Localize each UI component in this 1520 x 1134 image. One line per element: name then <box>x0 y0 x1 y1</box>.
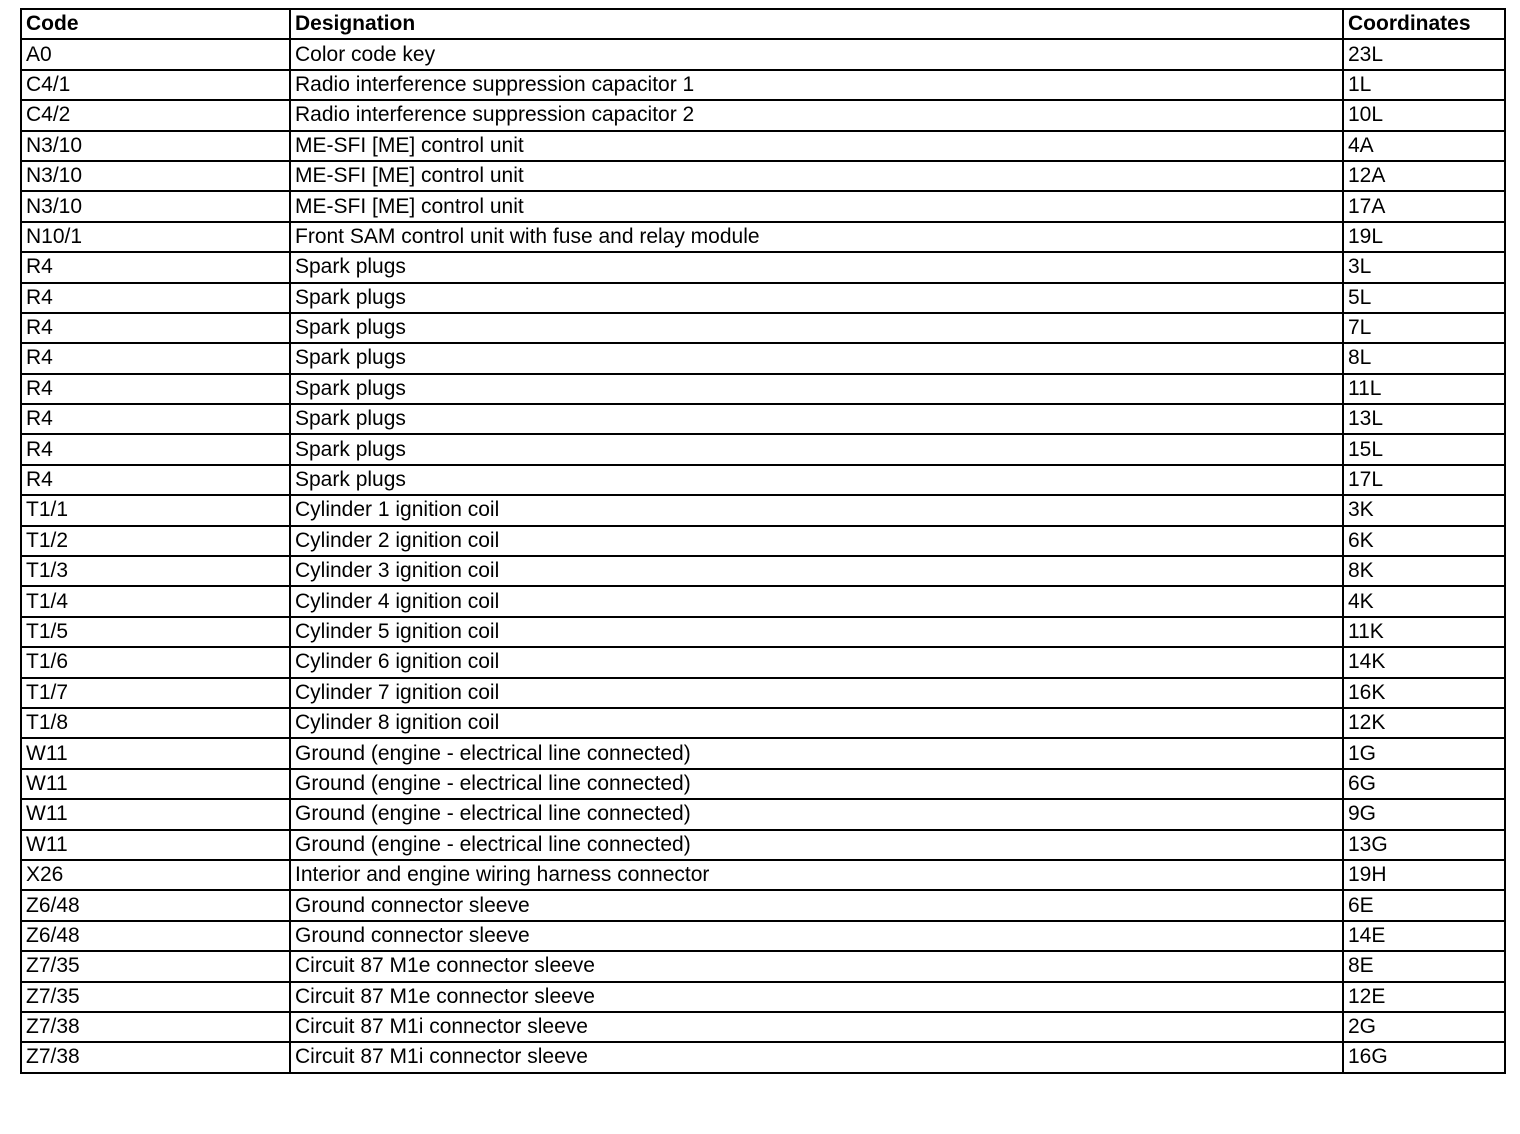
code-cell: N10/1 <box>21 222 290 252</box>
designation-cell: ME-SFI [ME] control unit <box>290 131 1343 161</box>
code-cell: T1/7 <box>21 678 290 708</box>
designation-cell: Interior and engine wiring harness connector <box>290 860 1343 890</box>
table-row <box>21 131 1505 161</box>
table-row <box>21 465 1505 495</box>
coordinates-cell: 8E <box>1343 951 1505 981</box>
coordinates-cell: 19L <box>1343 222 1505 252</box>
code-cell: Z7/38 <box>21 1042 290 1072</box>
designation-cell: Circuit 87 M1i connector sleeve <box>290 1012 1343 1042</box>
table-row <box>21 222 1505 252</box>
designation-cell: Circuit 87 M1e connector sleeve <box>290 951 1343 981</box>
coordinates-cell: 6E <box>1343 890 1505 920</box>
table-row <box>21 374 1505 404</box>
designation-cell: Spark plugs <box>290 465 1343 495</box>
code-cell: A0 <box>21 39 290 69</box>
code-cell: R4 <box>21 434 290 464</box>
table-row <box>21 738 1505 768</box>
code-cell: R4 <box>21 404 290 434</box>
table-row <box>21 799 1505 829</box>
code-cell: N3/10 <box>21 191 290 221</box>
code-cell: C4/2 <box>21 100 290 130</box>
coordinates-cell: 16K <box>1343 678 1505 708</box>
table-row <box>21 161 1505 191</box>
coordinates-cell: 14E <box>1343 921 1505 951</box>
table-row <box>21 70 1505 100</box>
table-row <box>21 526 1505 556</box>
header-coordinates: Coordinates <box>1343 9 1505 39</box>
designation-cell: Ground connector sleeve <box>290 921 1343 951</box>
designation-cell: Cylinder 2 ignition coil <box>290 526 1343 556</box>
coordinates-cell: 23L <box>1343 39 1505 69</box>
coordinates-cell: 13L <box>1343 404 1505 434</box>
coordinates-cell: 8L <box>1343 343 1505 373</box>
header-designation: Designation <box>290 9 1343 39</box>
table-row <box>21 1042 1505 1072</box>
table-row <box>21 556 1505 586</box>
coordinates-cell: 17A <box>1343 191 1505 221</box>
designation-cell: Spark plugs <box>290 374 1343 404</box>
table-row <box>21 283 1505 313</box>
table-row <box>21 982 1505 1012</box>
designation-cell: Cylinder 5 ignition coil <box>290 617 1343 647</box>
table-row <box>21 921 1505 951</box>
header-row <box>21 9 1505 39</box>
coordinates-cell: 12A <box>1343 161 1505 191</box>
table-row <box>21 860 1505 890</box>
code-cell: T1/5 <box>21 617 290 647</box>
designation-cell: ME-SFI [ME] control unit <box>290 191 1343 221</box>
table-row <box>21 404 1505 434</box>
table-row <box>21 830 1505 860</box>
coordinates-cell: 11L <box>1343 374 1505 404</box>
code-cell: T1/1 <box>21 495 290 525</box>
coordinates-cell: 15L <box>1343 434 1505 464</box>
designation-cell: Ground (engine - electrical line connected) <box>290 799 1343 829</box>
table-row <box>21 890 1505 920</box>
designation-cell: Ground (engine - electrical line connected) <box>290 830 1343 860</box>
designation-cell: Ground (engine - electrical line connected) <box>290 738 1343 768</box>
coordinates-cell: 14K <box>1343 647 1505 677</box>
coordinates-cell: 5L <box>1343 283 1505 313</box>
coordinates-cell: 1G <box>1343 738 1505 768</box>
code-cell: W11 <box>21 799 290 829</box>
code-cell: X26 <box>21 860 290 890</box>
table-row <box>21 434 1505 464</box>
table-row <box>21 313 1505 343</box>
designation-cell: Spark plugs <box>290 404 1343 434</box>
code-cell: Z6/48 <box>21 921 290 951</box>
coordinates-cell: 13G <box>1343 830 1505 860</box>
designation-cell: Spark plugs <box>290 343 1343 373</box>
table-row <box>21 495 1505 525</box>
table-row <box>21 617 1505 647</box>
coordinates-cell: 17L <box>1343 465 1505 495</box>
code-cell: T1/4 <box>21 586 290 616</box>
header-code: Code <box>21 9 290 39</box>
coordinates-cell: 3L <box>1343 252 1505 282</box>
coordinates-cell: 10L <box>1343 100 1505 130</box>
table-row <box>21 1012 1505 1042</box>
code-cell: T1/8 <box>21 708 290 738</box>
coordinates-cell: 3K <box>1343 495 1505 525</box>
code-cell: Z6/48 <box>21 890 290 920</box>
code-cell: C4/1 <box>21 70 290 100</box>
code-cell: Z7/35 <box>21 982 290 1012</box>
code-cell: R4 <box>21 283 290 313</box>
designation-cell: Ground (engine - electrical line connected) <box>290 769 1343 799</box>
designation-cell: Spark plugs <box>290 434 1343 464</box>
designation-cell: Cylinder 7 ignition coil <box>290 678 1343 708</box>
code-cell: N3/10 <box>21 131 290 161</box>
designation-cell: Ground connector sleeve <box>290 890 1343 920</box>
coordinates-cell: 19H <box>1343 860 1505 890</box>
code-cell: N3/10 <box>21 161 290 191</box>
table-row <box>21 191 1505 221</box>
table-body <box>21 39 1505 1072</box>
coordinates-cell: 2G <box>1343 1012 1505 1042</box>
coordinates-cell: 12E <box>1343 982 1505 1012</box>
coordinates-cell: 4K <box>1343 586 1505 616</box>
coordinates-cell: 7L <box>1343 313 1505 343</box>
table-row <box>21 39 1505 69</box>
coordinates-cell: 16G <box>1343 1042 1505 1072</box>
code-cell: T1/3 <box>21 556 290 586</box>
coordinates-cell: 6G <box>1343 769 1505 799</box>
code-cell: T1/2 <box>21 526 290 556</box>
code-cell: R4 <box>21 313 290 343</box>
code-cell: Z7/35 <box>21 951 290 981</box>
designation-cell: Cylinder 1 ignition coil <box>290 495 1343 525</box>
designation-cell: Cylinder 3 ignition coil <box>290 556 1343 586</box>
code-cell: W11 <box>21 830 290 860</box>
designation-cell: Spark plugs <box>290 283 1343 313</box>
coordinates-cell: 6K <box>1343 526 1505 556</box>
designation-cell: Cylinder 6 ignition coil <box>290 647 1343 677</box>
designation-cell: Radio interference suppression capacitor 2 <box>290 100 1343 130</box>
designation-cell: Circuit 87 M1e connector sleeve <box>290 982 1343 1012</box>
table-row <box>21 708 1505 738</box>
table-row <box>21 647 1505 677</box>
table-row <box>21 343 1505 373</box>
designation-cell: Cylinder 8 ignition coil <box>290 708 1343 738</box>
coordinates-cell: 8K <box>1343 556 1505 586</box>
coordinates-cell: 11K <box>1343 617 1505 647</box>
designation-cell: Spark plugs <box>290 313 1343 343</box>
code-cell: W11 <box>21 738 290 768</box>
code-cell: R4 <box>21 343 290 373</box>
table-row <box>21 252 1505 282</box>
coordinates-cell: 12K <box>1343 708 1505 738</box>
code-cell: R4 <box>21 465 290 495</box>
coordinates-cell: 9G <box>1343 799 1505 829</box>
table-row <box>21 678 1505 708</box>
code-cell: W11 <box>21 769 290 799</box>
designation-cell: Color code key <box>290 39 1343 69</box>
code-cell: R4 <box>21 374 290 404</box>
designation-cell: Radio interference suppression capacitor 1 <box>290 70 1343 100</box>
designation-cell: Spark plugs <box>290 252 1343 282</box>
designation-cell: Cylinder 4 ignition coil <box>290 586 1343 616</box>
designation-cell: Front SAM control unit with fuse and relay module <box>290 222 1343 252</box>
table-row <box>21 100 1505 130</box>
code-cell: R4 <box>21 252 290 282</box>
code-cell: T1/6 <box>21 647 290 677</box>
table-row <box>21 769 1505 799</box>
coordinates-cell: 1L <box>1343 70 1505 100</box>
coordinates-cell: 4A <box>1343 131 1505 161</box>
table-row <box>21 951 1505 981</box>
table-row <box>21 586 1505 616</box>
component-legend-table <box>20 8 1506 1074</box>
designation-cell: ME-SFI [ME] control unit <box>290 161 1343 191</box>
code-cell: Z7/38 <box>21 1012 290 1042</box>
designation-cell: Circuit 87 M1i connector sleeve <box>290 1042 1343 1072</box>
